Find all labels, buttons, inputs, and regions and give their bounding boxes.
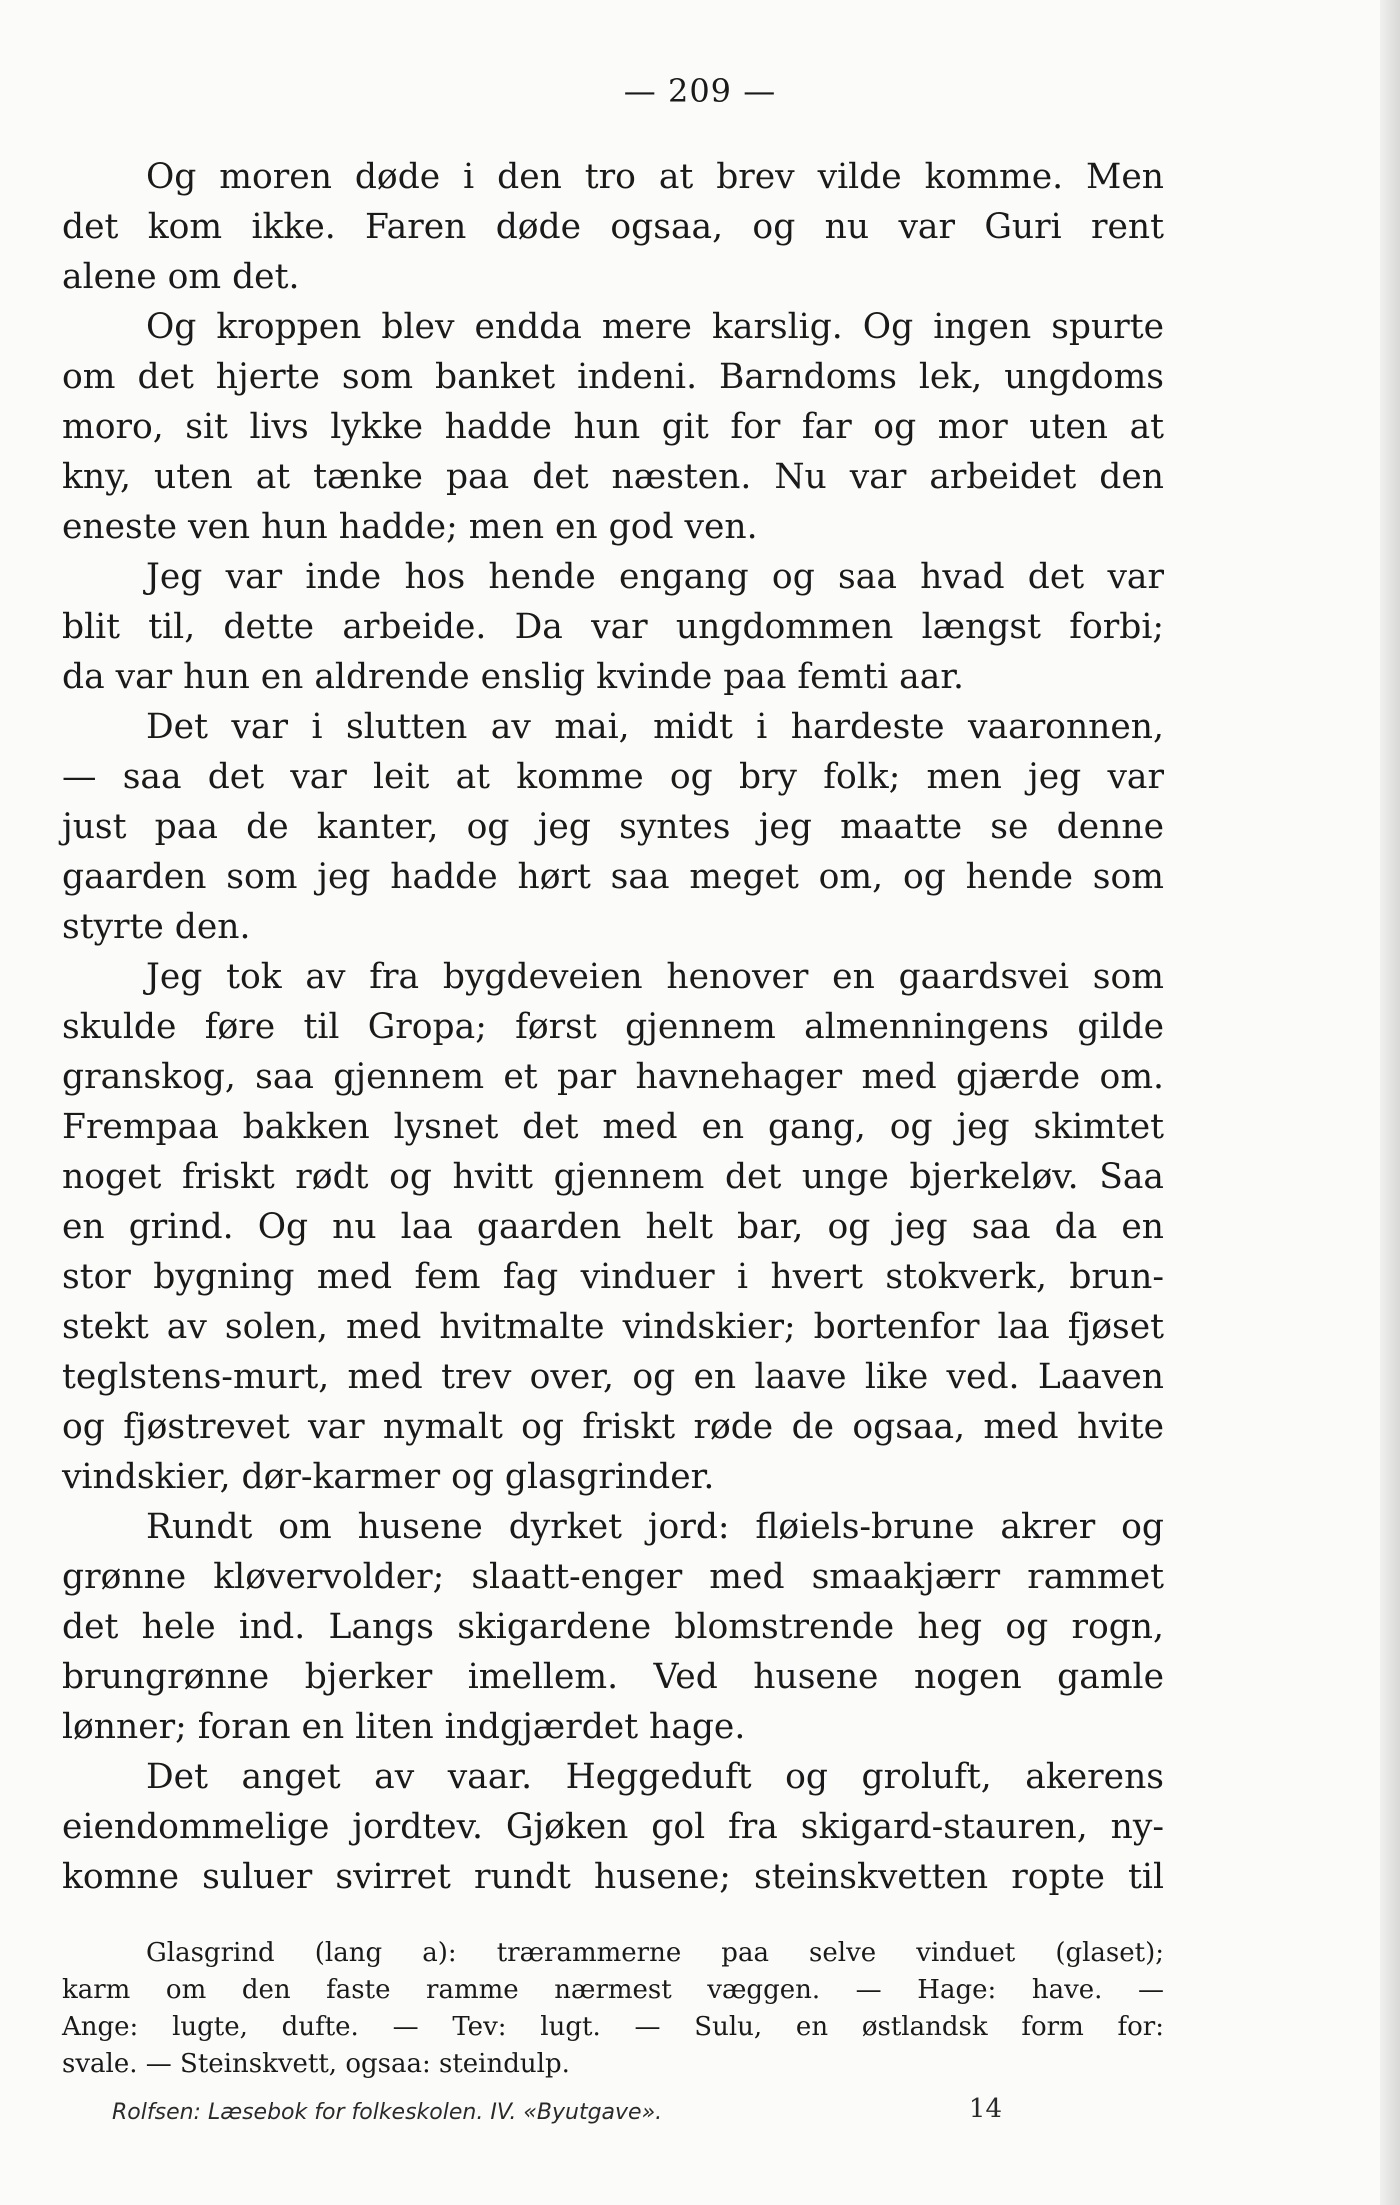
body-text xyxy=(62,152,1164,1902)
text-line: Det var i slutten av mai, midt i hardeste vaaronnen, xyxy=(146,707,1164,747)
text-line: og fjøstrevet var nymalt og friskt røde de ogsaa, med hvite xyxy=(62,1407,1164,1447)
page-edge-shadow xyxy=(1380,0,1400,2205)
text-line: noget friskt rødt og hvitt gjennem det unge bjerkeløv. Saa xyxy=(62,1157,1164,1197)
text-line: — saa det var leit at komme og bry folk; men jeg var xyxy=(62,757,1164,797)
text-line: da var hun en aldrende enslig kvinde paa femti aar. xyxy=(62,657,964,697)
footnote-line: Glasgrind (lang a): trærammerne paa selve vinduet (glaset); xyxy=(146,1938,1164,1968)
text-line: Frempaa bakken lysnet det med en gang, og jeg skimtet xyxy=(62,1107,1164,1147)
text-line: brungrønne bjerker imellem. Ved husene nogen gamle xyxy=(62,1657,1164,1697)
text-line: Jeg var inde hos hende engang og saa hvad det var xyxy=(146,557,1164,597)
text-line: Og moren døde i den tro at brev vilde komme. Men xyxy=(146,157,1164,197)
text-line: stekt av solen, med hvitmalte vindskier; bortenfor laa fjøset xyxy=(62,1307,1164,1347)
footnote-line: Ange: lugte, dufte. — Tev: lugt. — Sulu, en østlandsk form for: xyxy=(62,2012,1164,2042)
text-line: Jeg tok av fra bygdeveien henover en gaardsvei som xyxy=(146,957,1164,997)
text-line: om det hjerte som banket indeni. Barndoms lek, ungdoms xyxy=(62,357,1164,397)
text-line: eneste ven hun hadde; men en god ven. xyxy=(62,507,758,547)
text-line: granskog, saa gjennem et par havnehager med gjærde om. xyxy=(62,1057,1164,1097)
text-line: Det anget av vaar. Heggeduft og groluft, akerens xyxy=(146,1757,1164,1797)
text-line: eiendommelige jordtev. Gjøken gol fra skigard-stauren, ny- xyxy=(62,1807,1164,1847)
text-line: Og kroppen blev endda mere karslig. Og ingen spurte xyxy=(146,307,1164,347)
page-number: — 209 — xyxy=(623,72,777,110)
text-line: stor bygning med fem fag vinduer i hvert stokverk, brun- xyxy=(62,1257,1164,1297)
text-line: skulde føre til Gropa; først gjennem almenningens gilde xyxy=(62,1007,1164,1047)
text-line: lønner; foran en liten indgjærdet hage. xyxy=(62,1707,746,1747)
text-line: styrte den. xyxy=(62,907,251,947)
text-line: kny, uten at tænke paa det næsten. Nu var arbeidet den xyxy=(62,457,1164,497)
footnote-line: svale. — Steinskvett, ogsaa: steindulp. xyxy=(62,2049,570,2079)
text-line: moro, sit livs lykke hadde hun git for far og mor uten at xyxy=(62,407,1164,447)
footnote-line: karm om den faste ramme nærmest væggen. — Hage: have. — xyxy=(62,1975,1164,2005)
text-line: det kom ikke. Faren døde ogsaa, og nu var Guri rent xyxy=(62,207,1164,247)
footer-signature: 14 xyxy=(968,2094,1002,2124)
text-line: alene om det. xyxy=(62,257,300,297)
text-line: grønne kløvervolder; slaatt-enger med smaakjærr rammet xyxy=(62,1557,1164,1597)
text-line: gaarden som jeg hadde hørt saa meget om, og hende som xyxy=(62,857,1164,897)
text-line: just paa de kanter, og jeg syntes jeg maatte se denne xyxy=(62,807,1164,847)
footnotes xyxy=(62,1935,1164,2083)
text-line: Rundt om husene dyrket jord: fløiels-brune akrer og xyxy=(146,1507,1164,1547)
footer-source: Rolfsen: Læsebok for folkeskolen. IV. «Byutgave». xyxy=(112,2100,663,2125)
text-line: det hele ind. Langs skigardene blomstrende heg og rogn, xyxy=(62,1607,1164,1647)
text-line: blit til, dette arbeide. Da var ungdommen længst forbi; xyxy=(62,607,1164,647)
text-line: vindskier, dør-karmer og glasgrinder. xyxy=(62,1457,715,1497)
text-line: teglstens-murt, med trev over, og en laave like ved. Laaven xyxy=(62,1357,1164,1397)
text-line: en grind. Og nu laa gaarden helt bar, og jeg saa da en xyxy=(62,1207,1164,1247)
text-line: komne suluer svirret rundt husene; steinskvetten ropte til xyxy=(62,1857,1164,1897)
